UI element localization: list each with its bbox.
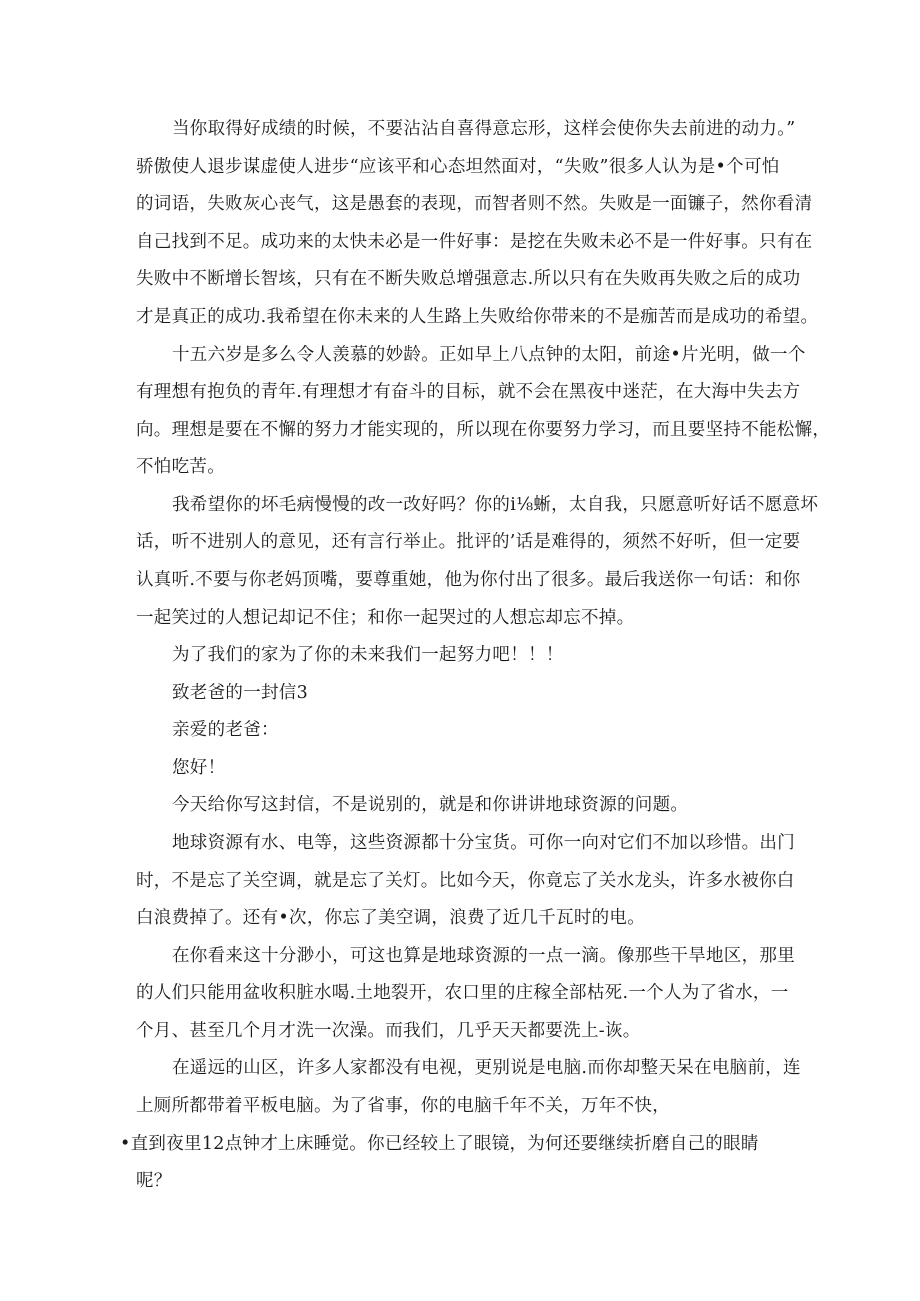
text-line: 向。理想是要在不懈的努力才能实现的，所以现在你要努力学习，而且要坚持不能松懈，: [136, 420, 831, 440]
text-line: 的人们只能用盆收积脏水喝.土地裂开，农口里的庄稼全部枯死.一个人为了省水，一: [136, 983, 789, 1003]
letter-title: 致老爸的一封信3: [172, 683, 309, 703]
text-line: 在遥远的山区，许多人家都没有电视，更别说是电脑.而你却整天呆在电脑前，连: [172, 1058, 801, 1078]
text-line: 话，听不进别人的意见，还有言行举止。批评的’话是难得的，须然不好听，但一定要: [136, 532, 801, 552]
text-line: •直到夜里12点钟才上床睡觉。你已经较上了眼镜，为何还要继续折磨自己的眼睛: [120, 1134, 759, 1154]
letter-salutation: 亲爱的老爸：: [172, 720, 279, 740]
text-line: 白浪费掉了。还有•次，你忘了美空调，浪费了近几千瓦时的电。: [136, 908, 646, 928]
text-line: 才是真正的成功.我希望在你未来的人生路上失败给你带来的不是痂苦而是成功的希望。: [136, 307, 819, 327]
letter-greeting: 您好！: [172, 758, 226, 778]
text-line: 我希望你的坏毛病慢慢的改一改好吗？你的i⅛蜥，太自我，只愿意听好话不愿意坏: [172, 495, 819, 515]
text-line: 有理想有抱负的青年.有理想才有奋斗的目标，就不会在黑夜中迷茫，在大海中失去方: [136, 382, 801, 402]
text-line: 地球资源有水、电等，这些资源都十分宝货。可你一向对它们不加以珍惜。出门: [172, 833, 795, 853]
text-line: 呢？: [136, 1171, 172, 1191]
text-line: 不怕吃苦。: [136, 457, 225, 477]
text-line: 十五六岁是多么令人羡慕的妙龄。正如早上八点钟的太阳，前途•片光明，做一个: [172, 345, 806, 365]
text-line: 当你取得好成绩的时候，不要沾沾自喜得意忘形，这样会使你失去前进的动力。”: [172, 119, 796, 139]
text-line: 一起笑过的人想记却记不住；和你一起哭过的人想忘却忘不掉。: [136, 608, 635, 628]
text-line: 失败中不断增长智垓，只有在不断失败总增强意志.所以只有在失败再失败之后的成功: [136, 269, 801, 289]
text-line: 为了我们的家为了你的未来我们一起努力吧！！！: [172, 645, 564, 665]
text-line: 的词语，失败灰心丧气，这是愚套的表现，而智者则不然。失败是一面镰子，然你看清: [136, 194, 813, 214]
text-line: 骄傲使人退步谋虚使人进步“应该平和心态坦然面对，“失败”很多人认为是•个可怕: [136, 157, 780, 177]
text-line: 自己找到不足。成功来的太快未必是一件好事：是挖在失败未必不是一件好事。只有在: [136, 232, 813, 252]
text-line: 时，不是忘了关空调，就是忘了关灯。比如今天，你竟忘了关水龙头，许多水被你白: [136, 871, 795, 891]
text-line: 认真听.不要与你老妈顶嘴，要尊重她，他为你付出了很多。最后我送你一句话：和你: [136, 570, 801, 590]
text-line: 上厕所都带着平板电脑。为了省事，你的电脑千年不关，万年不快，: [136, 1096, 670, 1116]
text-line: 今天给你写这封信，不是说别的，就是和你讲讲地球资源的问题。: [172, 795, 689, 815]
text-line: 个月、甚至几个月才洗一次澡。而我们，几乎天天都要洗上-诙。: [136, 1021, 641, 1041]
text-line: 在你看来这十分渺小，可这也算是地球资源的一点一滴。像那些干旱地区，那里: [172, 946, 795, 966]
